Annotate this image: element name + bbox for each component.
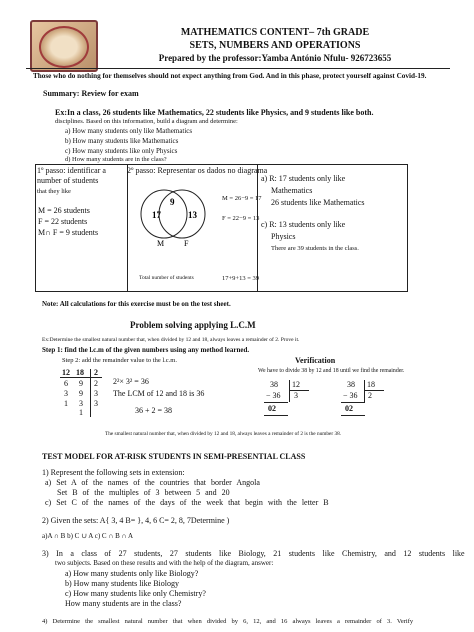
verification-text: We have to divide 38 by 12 and 18 until we find the remainder. <box>258 368 405 374</box>
calc-f: F = 22−9 = 13 <box>222 215 260 222</box>
lcm-example: Ex:Determine the smallest natural number that, when divided by 12 and 18, always leaves a remainder of 2. Prove it. <box>42 337 300 343</box>
example-text-cont: disciplines. Based on this information, build a diagram and determine: <box>55 118 238 125</box>
document-page: MATHEMATICS CONTENT– 7th GRADE SETS, NUMBERS AND OPERATIONS Prepared by the professor:Yamba António Nfulu- 926723655 Those who do nothing for themselves should not expect anything from God. And in this phase, protect yourself against Covid-19. Summary: Review for exam Ex:In a class, 26 students like Mathematics, 22 students like Physics, and 9 students like both. disciplines. Based on this information, build a diagram and determine: a) How many students only like Mathematics b) How many students like Mathematics c) How many students like only Physics d) How many students are in the class? 1º passo: identificar a number of students that they like M = 26 students F = 22 students M∩ F = 9 students 2º passo: Representar os dados no diagrama 17 9 13 M F Total number of students M = 26−9 = 17 F = 22−9 = 13 17+9+13 = 39 a) R: 17 students only like Mathematics 26 students like Mathematics c) R: 13 students only like Physics There are 39 students in the class. Note: All calculations for this exercise must be on the test sheet. Problem solving applying L.C.M Ex:Determine the smallest natural number that, when divided by 12 and 18, always leaves a remainder of 2. Prove it. Step 1: find the l.c.m of the given numbers using any method learned. Step 2: add the remainder value to the l.c.m. 12 18 2 6 9 2 3 9 3 1 3 3 1 2²× 3² = 36 The LCM of 12 and 18 is 36 36 + 2 = 38 Verification We have to divide 38 by 12 and 18 until we find the remainder. 38 12 − 36 3 02 38 18 − 36 2 02 The smallest natural number that, when divided by 12 and 18, always leaves a remainder of 2 is the number 38. TEST MODEL FOR AT-RISK STUDENTS IN SEMI-PRESENTIAL CLASS 1) Represent the following sets in extension: a) Set A of the names of the countries that border Angola Set B of the multiples of 3 between 5 and 20 c) Set C of the names of the days of the week that begin with the letter B 2) Given the sets: A{ 3, 4 B= }, 4, 6 C= 2, 8, 7Determine ) a)A ∩ B b) C ∪ A c) C ∩ B ∩ A 3) In a class of 27 students, 27 students like Biology, 21 students like Chemistry, and 12 students like two subjects. Based on these results and with the help of the diagram, answer: a) How many students only like Biology? b) How many students like Biology c) How many students like only Chemistry? How many students are in the class? 4) Determine the smallest natural number that when divided by 6, 12, and 16 always leaves a remainder of 3. Verify <box>0 0 474 632</box>
calc-m: M = 26−9 = 17 <box>222 195 262 202</box>
answers-box <box>257 164 408 292</box>
test-q3b: two subjects. Based on these results and with the help of the diagram, answer: <box>55 559 274 567</box>
document-subtitle: SETS, NUMBERS AND OPERATIONS <box>189 40 361 51</box>
step2-box <box>126 164 268 292</box>
author-line: Prepared by the professor:Yamba António Nfulu- 926723655 <box>158 53 392 63</box>
question-d: d) How many students are in the class? <box>65 156 167 163</box>
test-q3c: b) How many students like Biology <box>65 579 179 588</box>
lcm-step1: Step 1: find the l.c.m of the given numbers using any method learned. <box>42 346 250 354</box>
test-q4: 4) Determine the smallest natural number that when divided by 6, 12, and 16 always leaves a remainder of 3. Verify <box>42 618 414 625</box>
venn-caption: Total number of students <box>139 275 194 281</box>
summary-heading: Summary: Review for exam <box>43 89 139 98</box>
venn-right-value: 13 <box>188 210 197 220</box>
calc-power: 2²× 3² = 36 <box>113 377 149 386</box>
test-q1b: Set B of the multiples of 3 between 5 and 20 <box>57 488 230 497</box>
school-logo <box>30 20 98 72</box>
step2-label: 2º passo: Representar os dados no diagrama <box>127 166 268 175</box>
test-q3: 3) In a class of 27 students, 27 students like Biology, 21 students like Chemistry, and 12 students like <box>42 549 465 558</box>
venn-label-m: M <box>157 239 165 248</box>
motto: Those who do nothing for themselves should not expect anything from God. And in this phase, protect yourself against Covid-19. <box>33 72 427 80</box>
calc-sum: 36 + 2 = 38 <box>135 406 173 415</box>
logo-emblem <box>39 26 89 68</box>
question-c: c) How many students like only Physics <box>65 147 178 155</box>
test-q1: 1) Represent the following sets in extension: <box>42 468 185 477</box>
venn-left-value: 17 <box>152 210 161 220</box>
verification-heading: Verification <box>295 356 336 365</box>
question-b: b) How many students like Mathematics <box>65 137 179 145</box>
answer-a: a) R: 17 students only like <box>261 174 346 183</box>
test-q3e: How many students are in the class? <box>65 599 182 608</box>
header-divider <box>26 68 450 69</box>
venn-label-f: F <box>184 239 189 248</box>
test-q3d: c) How many students like only Chemistry? <box>65 589 206 598</box>
step1-box <box>35 164 128 292</box>
lcm-heading: Problem solving applying L.C.M <box>130 320 256 330</box>
test-q2b: a)A ∩ B b) C ∪ A c) C ∩ B ∩ A <box>42 532 134 540</box>
example-text: Ex:In a class, 26 students like Mathematics, 22 students like Physics, and 9 students like both. <box>55 108 374 117</box>
lcm-conclusion: The smallest natural number that, when divided by 12 and 18, always leaves a remainder of 2 is the number 38. <box>105 431 342 437</box>
venn-mid-value: 9 <box>170 197 175 207</box>
step1-label: 1º passo: identificar a number of students that they like <box>37 166 106 195</box>
mf-count: M∩ F = 9 students <box>38 228 99 237</box>
test-heading: TEST MODEL FOR AT-RISK STUDENTS IN SEMI-PRESENTIAL CLASS <box>42 452 306 461</box>
test-q3a: a) How many students only like Biology? <box>65 569 199 578</box>
answer-c: c) R: 13 students only like <box>261 220 346 229</box>
test-q2: 2) Given the sets: A{ 3, 4 B= }, 4, 6 C= 2, 8, 7Determine ) <box>42 516 230 525</box>
test-q1a: a) Set A of the names of the countries that border Angola <box>45 478 260 487</box>
calc-text: The LCM of 12 and 18 is 36 <box>113 389 205 398</box>
question-a: a) How many students only like Mathematics <box>65 127 193 135</box>
test-q1c: c) Set C of the names of the days of the week that begin with the letter B <box>45 498 329 507</box>
document-title: MATHEMATICS CONTENT– 7th GRADE <box>180 27 370 38</box>
m-count: M = 26 students <box>38 206 90 215</box>
lcm-step2: Step 2: add the remainder value to the l.c.m. <box>62 357 177 364</box>
note: Note: All calculations for this exercise must be on the test sheet. <box>42 300 231 308</box>
calc-total: 17+9+13 = 39 <box>222 275 259 282</box>
answer-a-cont: Mathematics <box>271 186 313 195</box>
answer-b: 26 students like Mathematics <box>271 198 365 207</box>
venn-circle-f <box>159 190 205 238</box>
f-count: F = 22 students <box>38 217 88 226</box>
answer-d: There are 39 students in the class. <box>271 245 359 252</box>
answer-c-cont: Physics <box>271 232 296 241</box>
venn-circle-m <box>141 190 187 238</box>
venn-diagram <box>134 178 214 248</box>
